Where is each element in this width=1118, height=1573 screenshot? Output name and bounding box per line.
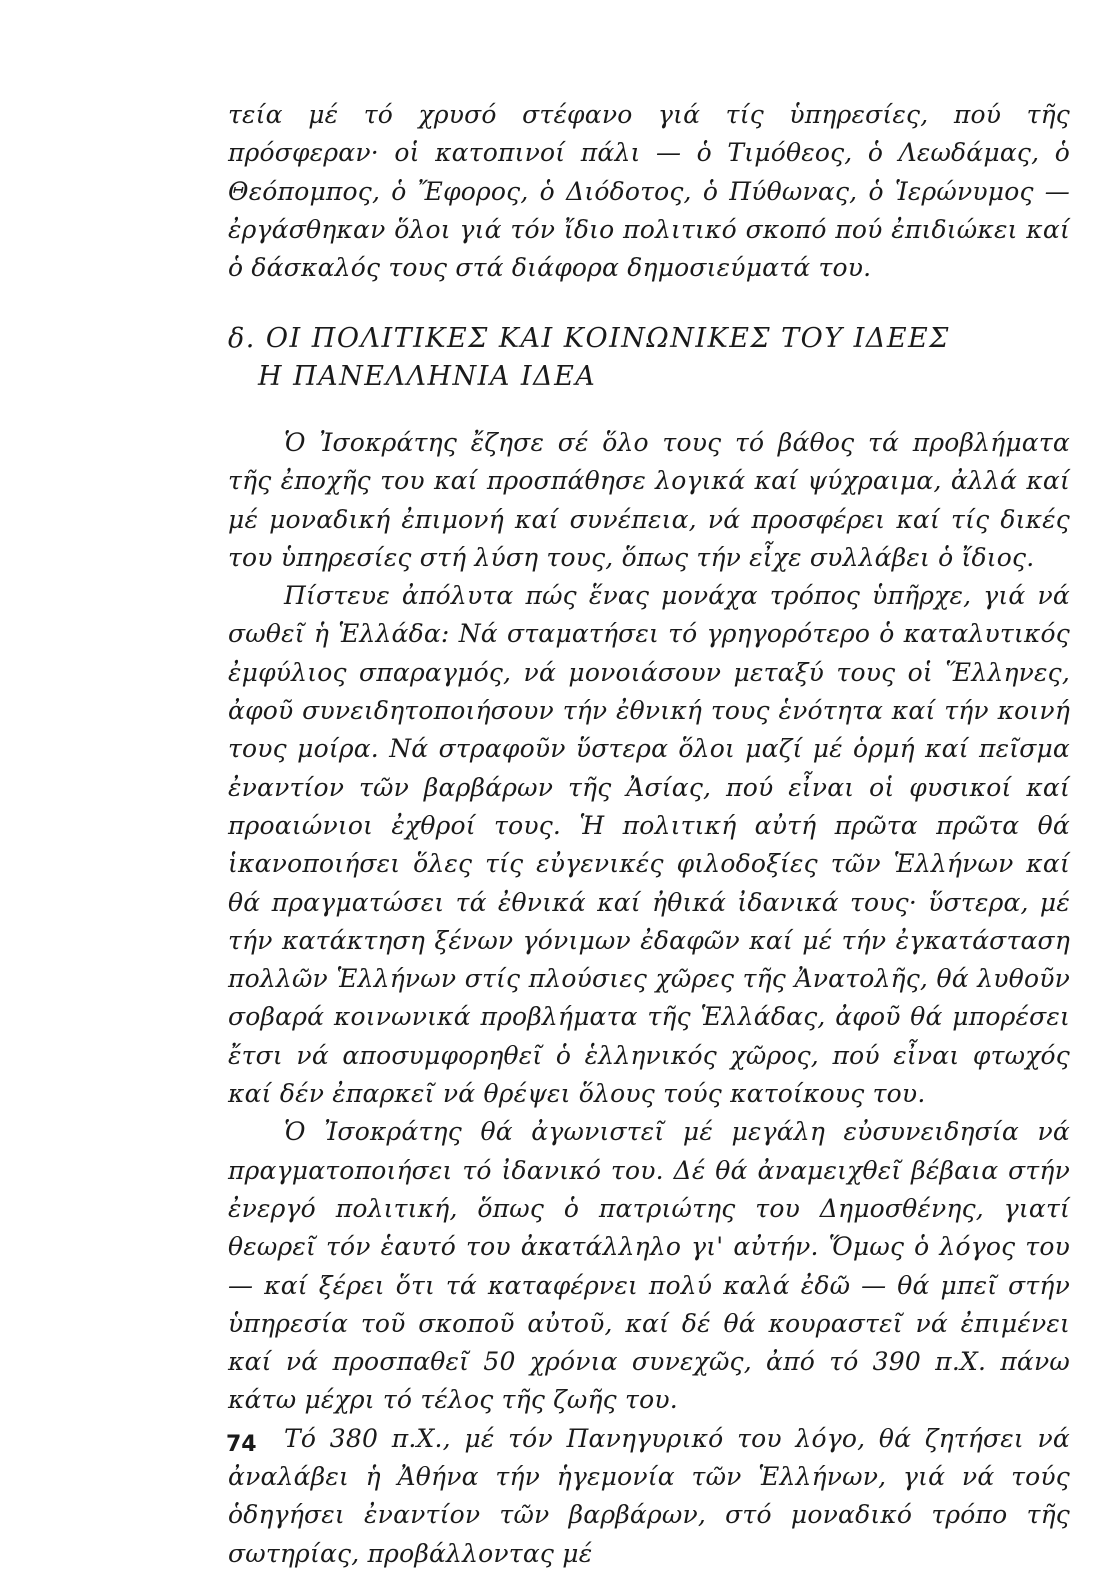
paragraph-1: Ὁ Ἰσοκράτης ἔζησε σέ ὅλο τους τό βάθος τά προβλήματα τῆς ἐποχῆς του καί προσπάθησε λογικά καί ψύχραιμα, ἀλλά καί μέ μοναδική ἐπιμονή καί συνέπεια, νά προσφέρει καί τίς δικές του ὑπηρεσίες στή λύση τους, ὅπως τήν εἶχε συλλάβει ὁ ἴδιος. (228, 428, 1070, 572)
body-text (228, 424, 1070, 1573)
intro-paragraph: τεία μέ τό χρυσό στέφανο γιά τίς ὑπηρεσίες, πού τῆς πρόσφεραν· οἱ κατοπινοί πάλι — ὁ Τιμόθεος, ὁ Λεωδάμας, ὁ Θεόπομπος, ὁ Ἔφορος, ὁ Διόδοτος, ὁ Πύθωνας, ὁ Ἱερώνυμος — ἐργάσθηκαν ὅλοι γιά τόν ἴδιο πολιτικό σκοπό πού ἐπιδιώκει καί ὁ δάσκαλός τους στά διάφορα δημοσιεύματά του. (228, 100, 1070, 283)
section-heading-subtitle: Η ΠΑΝΕΛΛΗΝΙΑ ΙΔΕΑ (258, 361, 597, 392)
page-number: 74 (226, 1432, 257, 1457)
paragraph-2: Πίστευε ἀπόλυτα πώς ἕνας μονάχα τρόπος ὑπῆρχε, γιά νά σωθεῖ ἡ Ἑλλάδα: Νά σταματήσει τό γρηγορότερο ὁ καταλυτικός ἐμφύλιος σπαραγμός, νά μονοιάσουν μεταξύ τους οἱ Ἕλληνες, ἀφοῦ συνειδητοποιήσουν τήν ἐθνική τους ἑνότητα καί τήν κοινή τους μοίρα. Νά στραφοῦν ὕστερα ὅλοι μαζί μέ ὁρμή καί πεῖσμα ἐναντίον τῶν βαρβάρων τῆς Ἀσίας, πού εἶναι οἱ φυσικοί καί προαιώνιοι ἐχθροί τους. Ἡ πολιτική αὐτή πρῶτα πρῶτα θά ἱκανοποιήσει ὅλες τίς εὐγενικές φιλοδοξίες τῶν Ἑλλήνων καί θά πραγματώσει τά ἐθνικά καί ἠθικά ἰδανικά τους· ὕστερα, μέ τήν κατάκτηση ξένων γόνιμων ἐδαφῶν καί μέ τήν ἐγκατάσταση πολλῶν Ἑλλήνων στίς πλούσιες χῶρες τῆς Ἀνατολῆς, θά λυθοῦν σοβαρά κοινωνικά προβλήματα τῆς Ἑλλάδας, ἀφοῦ θά μπορέσει ἔτσι νά αποσυμφορηθεῖ ὁ ἑλληνικός χῶρος, πού εἶναι φτωχός καί δέν ἐπαρκεῖ νά θρέψει ὅλους τούς κατοίκους του. (228, 581, 1070, 1109)
section-heading (228, 320, 950, 396)
section-heading-title: δ. ΟΙ ΠΟΛΙΤΙΚΕΣ ΚΑΙ ΚΟΙΝΩΝΙΚΕΣ ΤΟΥ ΙΔΕΕΣ (228, 323, 950, 354)
paragraph-3: Ὁ Ἰσοκράτης θά ἀγωνιστεῖ μέ μεγάλη εὐσυνειδησία νά πραγματοποιήσει τό ἰδανικό του. Δέ θά ἀναμειχθεῖ βέβαια στήν ἐνεργό πολιτική, ὅπως ὁ πατριώτης του Δημοσθένης, γιατί θεωρεῖ τόν ἑαυτό του ἀκατάλληλο γι' αὐτήν. Ὅμως ὁ λόγος του — καί ξέρει ὅτι τά καταφέρνει πολύ καλά ἐδῶ — θά μπεῖ στήν ὑπηρεσία τοῦ σκοποῦ αὐτοῦ, καί δέ θά κουραστεῖ νά ἐπιμένει καί νά προσπαθεῖ 50 χρόνια συνεχῶς, ἀπό τό 390 π.Χ. πάνω κάτω μέχρι τό τέλος τῆς ζωῆς του. (228, 1117, 1070, 1415)
paragraph-4: Τό 380 π.Χ., μέ τόν Πανηγυρικό του λόγο, θά ζητήσει νά ἀναλάβει ἡ Ἀθήνα τήν ἡγεμονία τῶν Ἑλλήνων, γιά νά τούς ὁδηγήσει ἐναντίον τῶν βαρβάρων, στό μοναδικό τρόπο τῆς σωτηρίας, προβάλλοντας μέ (228, 1423, 1070, 1568)
